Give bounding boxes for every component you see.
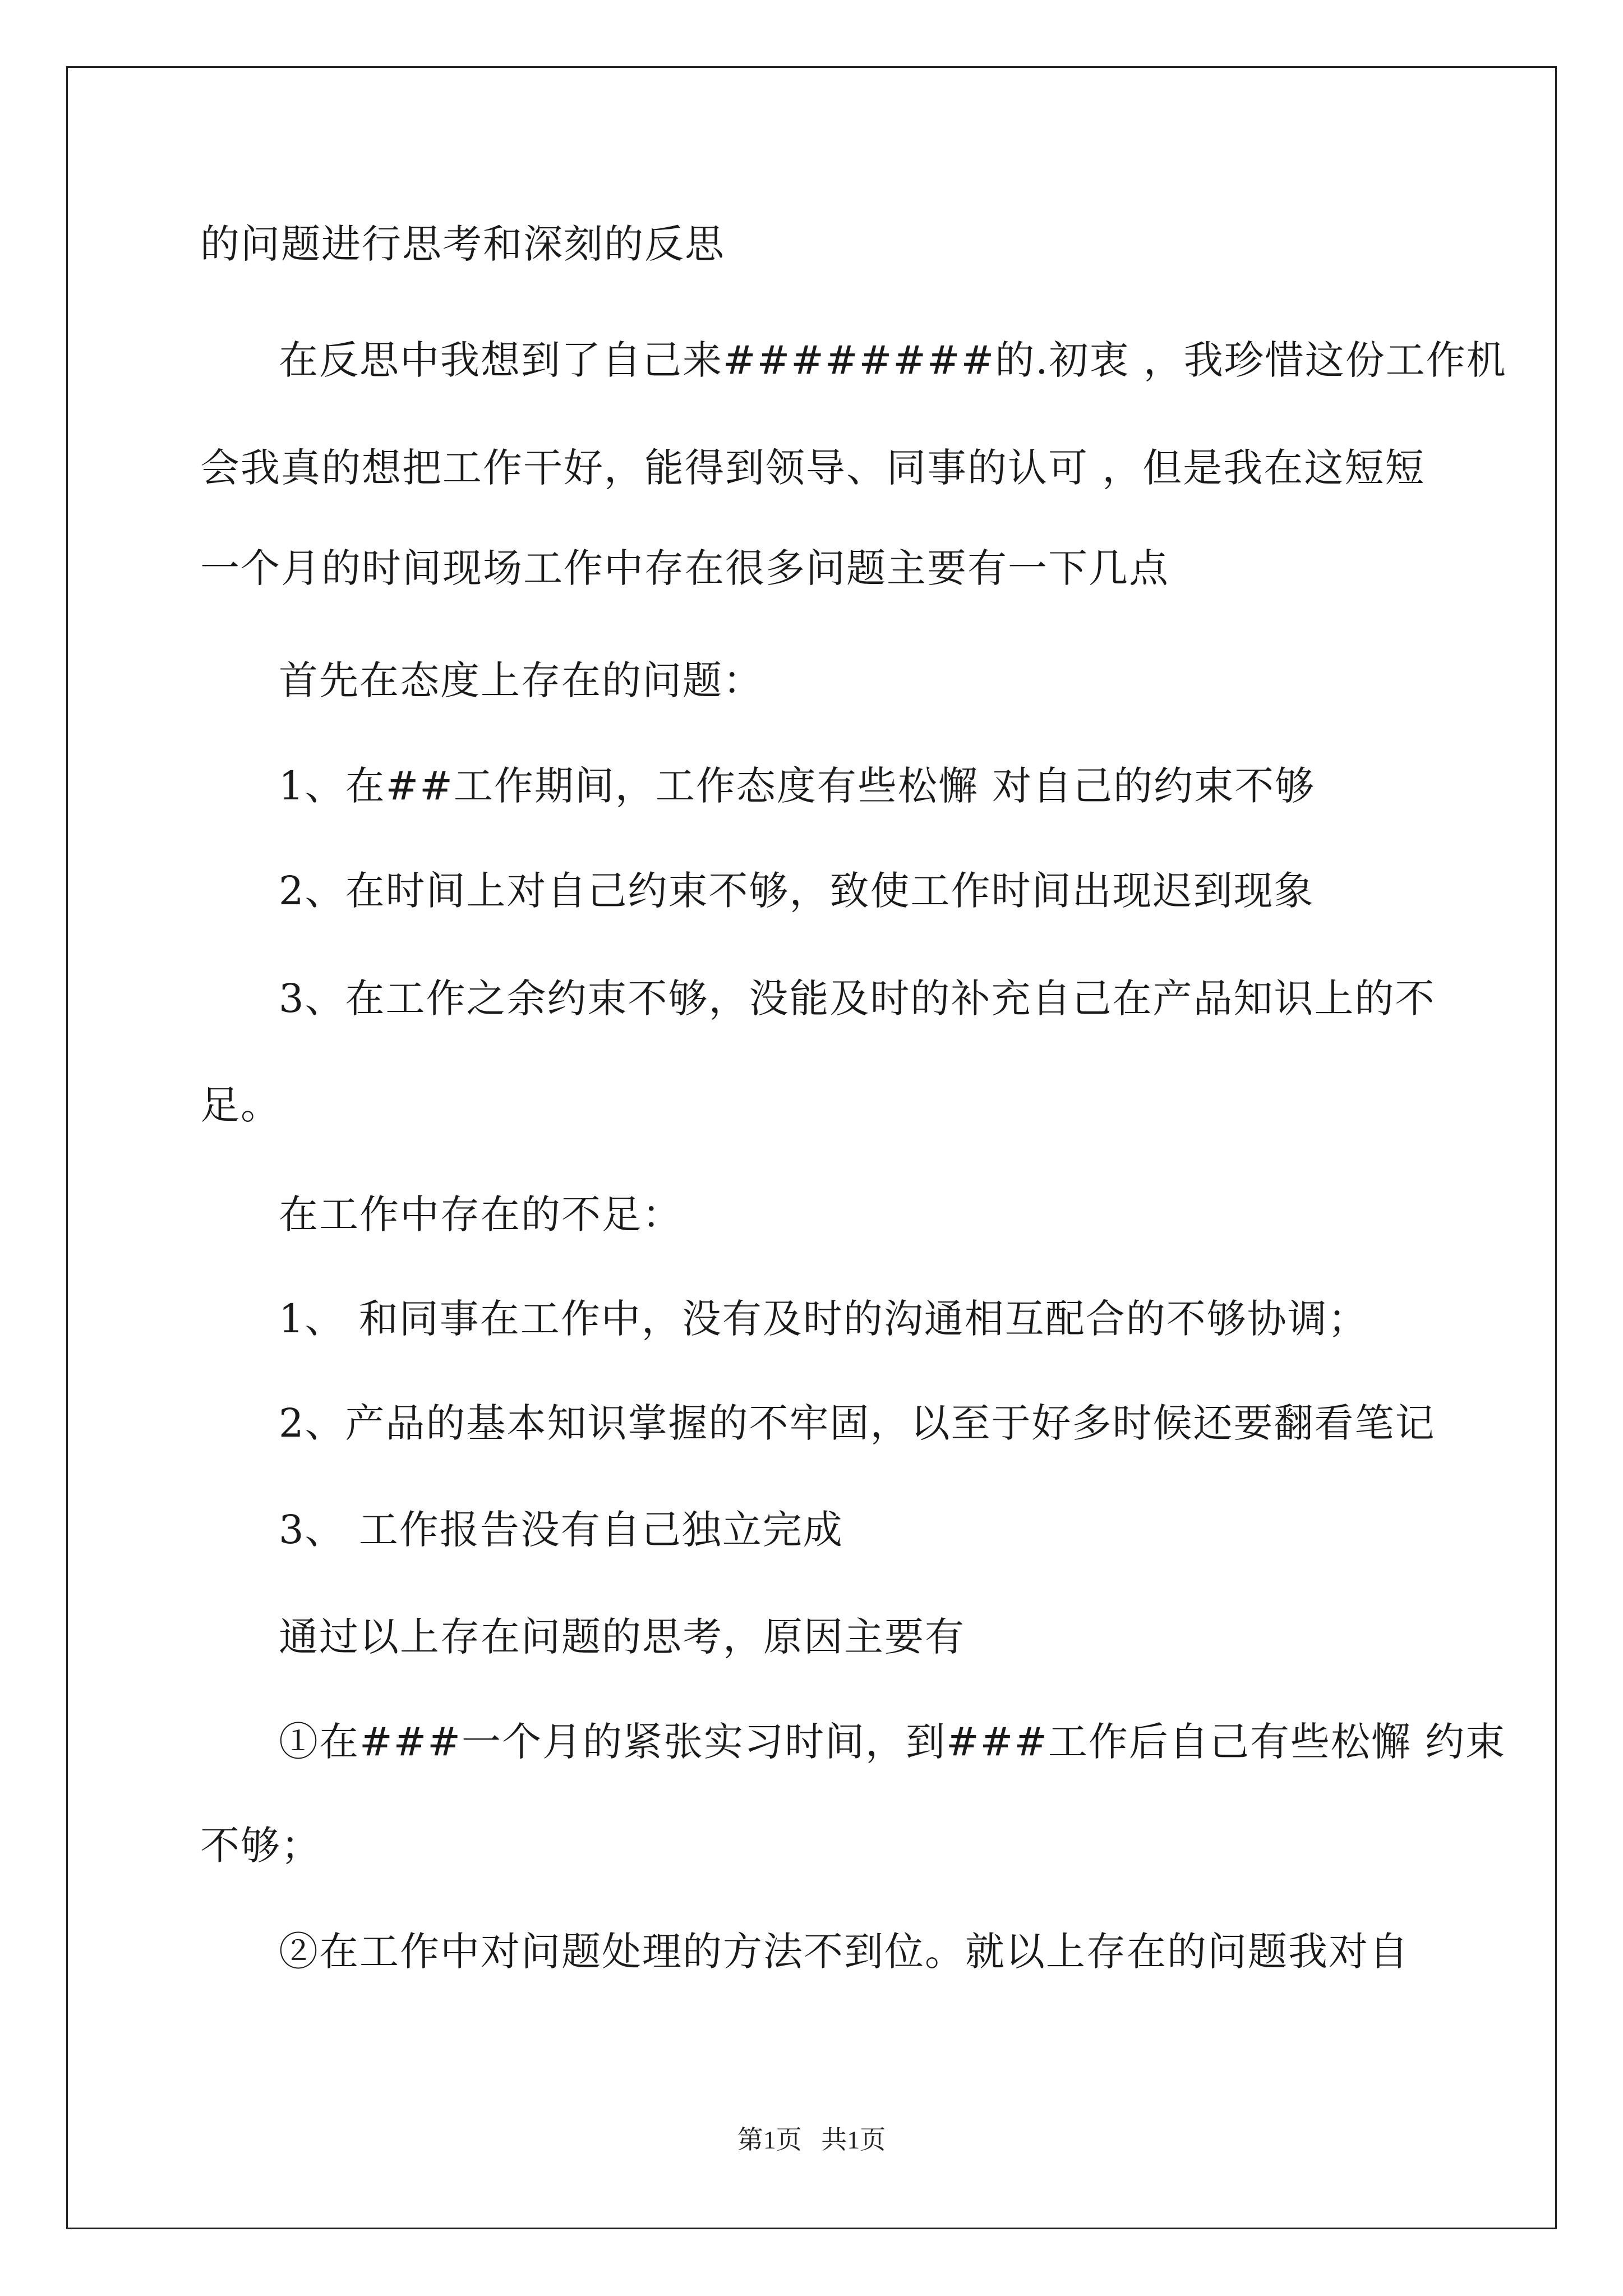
page-footer: 第1页 共1页: [737, 2125, 886, 2154]
list-item: 3、在工作之余约束不够，没能及时的补充自己在产品知识上的不: [279, 976, 1436, 1022]
paragraph-line: 足。: [200, 1082, 281, 1128]
paragraph-line: 通过以上存在问题的思考，原因主要有: [279, 1614, 965, 1660]
paragraph-line: 会我真的想把工作干好，能得到领导、同事的认可 ，但是我在这短短: [200, 445, 1426, 491]
paragraph-line: 一个月的时间现场工作中存在很多问题主要有一下几点: [200, 545, 1169, 591]
list-item: ②在工作中对问题处理的方法不到位。就以上存在的问题我对自: [279, 1929, 1409, 1975]
list-item: 1、 和同事在工作中，没有及时的沟通相互配合的不够协调；: [279, 1296, 1368, 1342]
list-item: ①在###一个月的紧张实习时间，到###工作后自己有些松懈 约束: [279, 1719, 1506, 1765]
paragraph-line: 在反思中我想到了自己来########的.初衷 ，我珍惜这份工作机: [279, 337, 1507, 383]
paragraph-line: 首先在态度上存在的问题：: [279, 657, 763, 703]
list-item: 2、在时间上对自己约束不够，致使工作时间出现迟到现象: [279, 868, 1315, 914]
section-heading: 在工作中存在的不足：: [279, 1191, 683, 1237]
list-item: 3、 工作报告没有自己独立完成: [279, 1507, 843, 1553]
paragraph-line: 的问题进行思考和深刻的反思: [200, 221, 725, 267]
list-item: 1、在##工作期间，工作态度有些松懈 对自己的约束不够: [279, 763, 1316, 809]
list-item: 2、产品的基本知识掌握的不牢固，以至于好多时候还要翻看笔记: [279, 1400, 1436, 1446]
paragraph-line: 不够；: [200, 1823, 321, 1869]
page-border: [66, 66, 1557, 2229]
